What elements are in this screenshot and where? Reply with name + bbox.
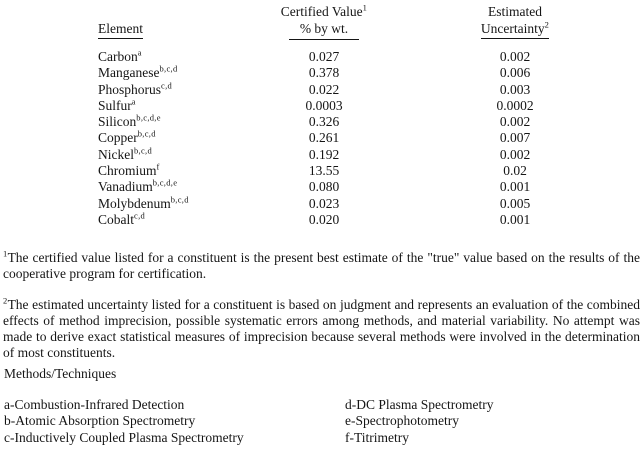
footnote-estimated-uncertainty: $^2$The estimated uncertainty listed for a constituent is based on judgment and represents an evaluation of the combined effects of method imprecision, possible systematic errors among methods, and material variability. No attempt was made to derive exact statistical measures of imprecision because several methods were involved in the determination of most constituents. <box>3 295 640 360</box>
spacer <box>570 49 643 65</box>
spacer <box>390 163 460 179</box>
spacer <box>0 49 98 65</box>
estimated-uncertainty: 0.005 <box>499 195 531 211</box>
spacer <box>390 65 460 81</box>
certified-value: 0.080 <box>308 179 340 195</box>
footnote-marker-1: 1 <box>3 248 8 258</box>
element-name: Sulfur$^a$ <box>98 96 136 113</box>
method-superscript: c,d <box>134 210 146 221</box>
certified-value: 0.022 <box>308 81 340 97</box>
element-name: Silicon$^{b,c,d,e}$ <box>98 112 161 130</box>
spacer <box>390 49 460 65</box>
spacer <box>570 163 643 179</box>
element-name: Nickel$^{b,c,d}$ <box>98 145 153 162</box>
spacer <box>0 98 98 114</box>
element-name: Carbon$^a$ <box>98 47 142 64</box>
spacer <box>390 196 460 212</box>
certified-value: 0.020 <box>308 211 340 227</box>
spacer <box>390 130 460 146</box>
spacer <box>390 179 460 195</box>
method-item: f-Titrimetry <box>345 429 409 445</box>
table-row <box>0 163 643 179</box>
estimated-header: Estimated <box>488 4 542 19</box>
method-superscript: f <box>156 161 160 172</box>
element-name: Manganese$^{b,c,d}$ <box>98 63 178 81</box>
table-row <box>0 212 643 228</box>
estimated-uncertainty: 0.002 <box>499 114 531 130</box>
method-item: a-Combustion-Infrared Detection <box>4 397 185 412</box>
method-superscript: b,c,d,e <box>136 112 161 123</box>
spacer <box>570 179 643 195</box>
uncertainty-header: Uncertainty$^2$ <box>460 20 570 40</box>
certified-value: 0.378 <box>308 65 340 81</box>
table-row <box>0 196 643 212</box>
certified-value: 0.261 <box>308 130 340 146</box>
estimated-uncertainty: 0.007 <box>499 130 531 146</box>
estimated-uncertainty: 0.0002 <box>496 97 534 113</box>
spacer <box>390 82 460 98</box>
method-superscript: a <box>131 96 136 107</box>
method-item: c-Inductively Coupled Plasma Spectrometry <box>4 429 244 445</box>
element-name: Vanadium$^{b,c,d,e}$ <box>98 177 178 195</box>
footnote-certified-value: $^1$The certified value listed for a constituent is the present best estimate of the "true" value based on the results of the cooperative program for certification. <box>3 248 640 281</box>
method-item: b-Atomic Absorption Spectrometry <box>4 413 196 429</box>
spacer <box>0 212 98 228</box>
method-item: d-DC Plasma Spectrometry <box>345 397 494 412</box>
table-header <box>0 3 643 40</box>
element-name: Molybdenum$^{b,c,d}$ <box>98 194 189 211</box>
table-row <box>0 82 643 98</box>
spacer <box>570 98 643 114</box>
table-row <box>0 147 643 163</box>
method-superscript: b,c,d,e <box>152 177 178 188</box>
methods-column-right <box>345 397 639 446</box>
spacer <box>570 147 643 163</box>
spacer <box>390 98 460 114</box>
element-name: Chromium$^f$ <box>98 161 160 179</box>
method-superscript: b,c,d <box>137 128 156 139</box>
method-superscript: b,c,d <box>170 194 189 205</box>
table-body <box>0 49 643 228</box>
table-row <box>0 130 643 146</box>
estimated-uncertainty: 0.02 <box>503 163 527 179</box>
certified-value: 13.55 <box>308 163 340 179</box>
method-superscript: b,c,d <box>134 145 153 156</box>
method-superscript: c,d <box>161 80 173 91</box>
spacer <box>0 114 98 130</box>
element-name: Cobalt$^{c,d}$ <box>98 210 146 227</box>
element-header: Element <box>98 20 258 40</box>
table-row <box>0 98 643 114</box>
table-row <box>0 49 643 65</box>
spacer <box>0 65 98 81</box>
spacer <box>570 212 643 228</box>
spacer <box>570 65 643 81</box>
estimated-uncertainty: 0.002 <box>499 146 531 162</box>
certified-value: 0.023 <box>308 195 340 211</box>
spacer <box>570 196 643 212</box>
spacer <box>390 147 460 163</box>
certified-value: 0.326 <box>308 114 340 130</box>
footnote-ref-2: 2 <box>544 19 550 30</box>
element-name: Phosphorus$^{c,d}$ <box>98 80 173 97</box>
spacer <box>570 82 643 98</box>
methods-list <box>4 397 639 446</box>
estimated-uncertainty: 0.001 <box>499 179 531 195</box>
spacer <box>390 212 460 228</box>
table-row <box>0 114 643 130</box>
method-item: e-Spectrophotometry <box>345 413 459 429</box>
estimated-uncertainty: 0.001 <box>499 211 531 227</box>
spacer <box>0 196 98 212</box>
pct-by-wt-header: % by wt. <box>258 20 390 40</box>
table-row <box>0 65 643 81</box>
methods-column-left <box>4 397 345 446</box>
table-row <box>0 179 643 195</box>
spacer <box>0 147 98 163</box>
spacer <box>570 130 643 146</box>
spacer <box>0 163 98 179</box>
certified-value: 0.0003 <box>305 97 343 113</box>
footnote-marker-2: 2 <box>3 295 8 305</box>
certified-value: 0.192 <box>308 146 340 162</box>
spacer <box>0 130 98 146</box>
spacer <box>570 114 643 130</box>
estimated-uncertainty: 0.003 <box>499 81 531 97</box>
estimated-uncertainty: 0.002 <box>499 49 531 64</box>
estimated-uncertainty: 0.006 <box>499 65 531 81</box>
spacer <box>0 82 98 98</box>
spacer <box>390 114 460 130</box>
certified-value-header: Certified Value$^1$ <box>280 2 368 19</box>
element-name: Copper$^{b,c,d}$ <box>98 128 156 146</box>
spacer <box>0 179 98 195</box>
certified-value: 0.027 <box>308 49 340 64</box>
method-superscript: a <box>137 47 142 58</box>
methods-techniques-title: Methods/Techniques <box>4 366 117 381</box>
footnote-ref-1: 1 <box>362 2 368 13</box>
method-superscript: b,c,d <box>159 63 178 74</box>
